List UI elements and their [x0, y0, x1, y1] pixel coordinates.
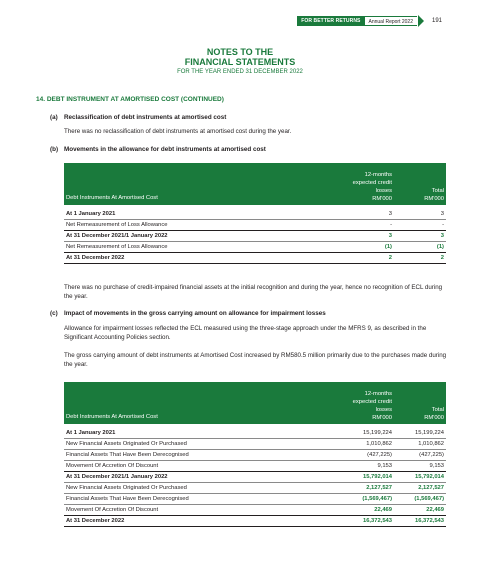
row-value: 2: [330, 253, 394, 264]
header-text: losses: [375, 407, 392, 413]
table-row: [64, 428, 446, 439]
row-value: 3: [330, 231, 394, 242]
table-row: [64, 231, 446, 242]
row-value: 15,792,014: [330, 472, 394, 483]
subsection-a-heading: [50, 114, 226, 121]
table-row: [64, 242, 446, 253]
header-text: Total: [431, 407, 444, 413]
row-label: New Financial Assets Originated Or Purchased: [64, 483, 330, 494]
table-row: [64, 483, 446, 494]
header-text: expected credit: [352, 180, 392, 186]
row-value: (1): [394, 242, 446, 253]
table-header-total: [394, 382, 446, 424]
row-value: 9,153: [394, 461, 446, 472]
row-value: (1): [330, 242, 394, 253]
subsection-title: Impact of movements in the gross carrying amount on allowance for impairment losses: [64, 310, 326, 317]
row-value: 22,469: [394, 505, 446, 516]
table-row: [64, 253, 446, 264]
row-label: Net Remeasurement of Loss Allowance: [64, 220, 330, 231]
table-row: [64, 209, 446, 220]
row-label: Movement Of Accretion Of Discount: [64, 505, 330, 516]
page-title: [0, 47, 480, 67]
subsection-letter: (c): [50, 310, 58, 317]
row-value: (427,225): [330, 450, 394, 461]
header-report-name: Annual Report 2022: [365, 16, 417, 26]
title-line-1: NOTES TO THE: [206, 47, 274, 57]
row-value: 16,372,543: [330, 516, 394, 527]
subsection-a-text: There was no reclassification of debt instruments at amortised cost during the year.: [64, 128, 292, 135]
row-value: 3: [388, 211, 392, 217]
subsection-letter: (a): [50, 114, 58, 121]
subsection-title: Reclassification of debt instruments at amortised cost: [64, 114, 227, 121]
row-value: 1,010,862: [330, 439, 394, 450]
subsection-b-note: There was no purchase of credit-impaired financial assets at the initial recognition and during the year, hence no recognition of ECL during the year.: [64, 284, 443, 301]
gross-carrying-table: [64, 382, 446, 528]
row-value: 15,199,224: [414, 430, 444, 436]
row-label: Financial Assets That Have Been Derecognised: [64, 450, 330, 461]
row-label: Financial Assets That Have Been Derecognised: [64, 494, 330, 505]
row-label: At 1 January 2021: [66, 211, 116, 217]
row-value: 1,010,862: [394, 439, 446, 450]
table-row: [64, 439, 446, 450]
subsection-title: Movements in the allowance for debt instruments at amortised cost: [64, 146, 266, 153]
header-text: Total: [431, 188, 444, 194]
row-value: -: [394, 220, 446, 231]
header-text: 12-months: [364, 172, 392, 178]
row-value: 2,127,527: [394, 483, 446, 494]
row-value: 3: [394, 231, 446, 242]
allowance-table: [64, 163, 446, 265]
header-text: expected credit: [352, 399, 392, 405]
row-value: 9,153: [330, 461, 394, 472]
table-header-label: Debt Instruments At Amortised Cost: [64, 163, 330, 205]
row-label: At 31 December 2021/1 January 2022: [64, 231, 330, 242]
header-text: RM'000: [424, 415, 444, 421]
subsection-b-heading: [50, 146, 266, 153]
header-text: RM'000: [424, 196, 444, 202]
row-value: 2: [394, 253, 446, 264]
row-value: -: [330, 220, 394, 231]
title-line-2: FINANCIAL STATEMENTS: [184, 57, 296, 67]
row-value: 16,372,543: [394, 516, 446, 527]
subsection-c-text-1: Allowance for impairment losses reflected the ECL measured using the three-stage approach under the MFRS 9, as described in the Significant Accounting Policies section.: [64, 325, 427, 342]
table-header-label: Debt Instruments At Amortised Cost: [64, 382, 330, 424]
table-row: [64, 461, 446, 472]
chevron-right-icon: [418, 15, 424, 27]
row-label: Movement Of Accretion Of Discount: [64, 461, 330, 472]
row-value: (1,569,467): [330, 494, 394, 505]
header-text: RM'000: [372, 415, 392, 421]
page-header: [297, 16, 442, 26]
header-text: 12-months: [364, 391, 392, 397]
row-value: (427,225): [394, 450, 446, 461]
row-label: At 31 December 2022: [64, 253, 330, 264]
table-row: [64, 516, 446, 527]
table-row: [64, 494, 446, 505]
row-value: (1,569,467): [394, 494, 446, 505]
row-label: At 1 January 2021: [66, 430, 116, 436]
row-value: 3: [440, 211, 444, 217]
subsection-c-heading: [50, 310, 326, 317]
row-value: 2,127,527: [330, 483, 394, 494]
row-value: 15,199,224: [362, 430, 392, 436]
table-row: [64, 505, 446, 516]
table-header-12m-ecl: [330, 163, 394, 205]
table-row: [64, 220, 446, 231]
table-row: [64, 450, 446, 461]
header-text: RM'000: [372, 196, 392, 202]
table-row: [64, 472, 446, 483]
row-value: 15,792,014: [394, 472, 446, 483]
subsection-c-text-2: The gross carrying amount of debt instruments at Amortised Cost increased by RM580.5 million primarily due to the purchases made during the year.: [64, 352, 447, 369]
page-number: 191: [431, 18, 442, 24]
row-label: Net Remeasurement of Loss Allowance: [64, 242, 330, 253]
row-value: 22,469: [330, 505, 394, 516]
table-header-total: [394, 163, 446, 205]
page-subtitle: FOR THE YEAR ENDED 31 DECEMBER 2022: [177, 69, 303, 75]
table-header-12m-ecl: [330, 382, 394, 424]
table-header: [64, 163, 446, 205]
table-header: [64, 382, 446, 424]
header-tag: FOR BETTER RETURNS: [297, 16, 364, 26]
subsection-letter: (b): [50, 146, 59, 153]
section-heading: 14. DEBT INSTRUMENT AT AMORTISED COST (CONTINUED): [36, 96, 224, 103]
row-label: At 31 December 2022: [64, 516, 330, 527]
header-text: losses: [375, 188, 392, 194]
row-label: New Financial Assets Originated Or Purchased: [64, 439, 330, 450]
row-label: At 31 December 2021/1 January 2022: [64, 472, 330, 483]
